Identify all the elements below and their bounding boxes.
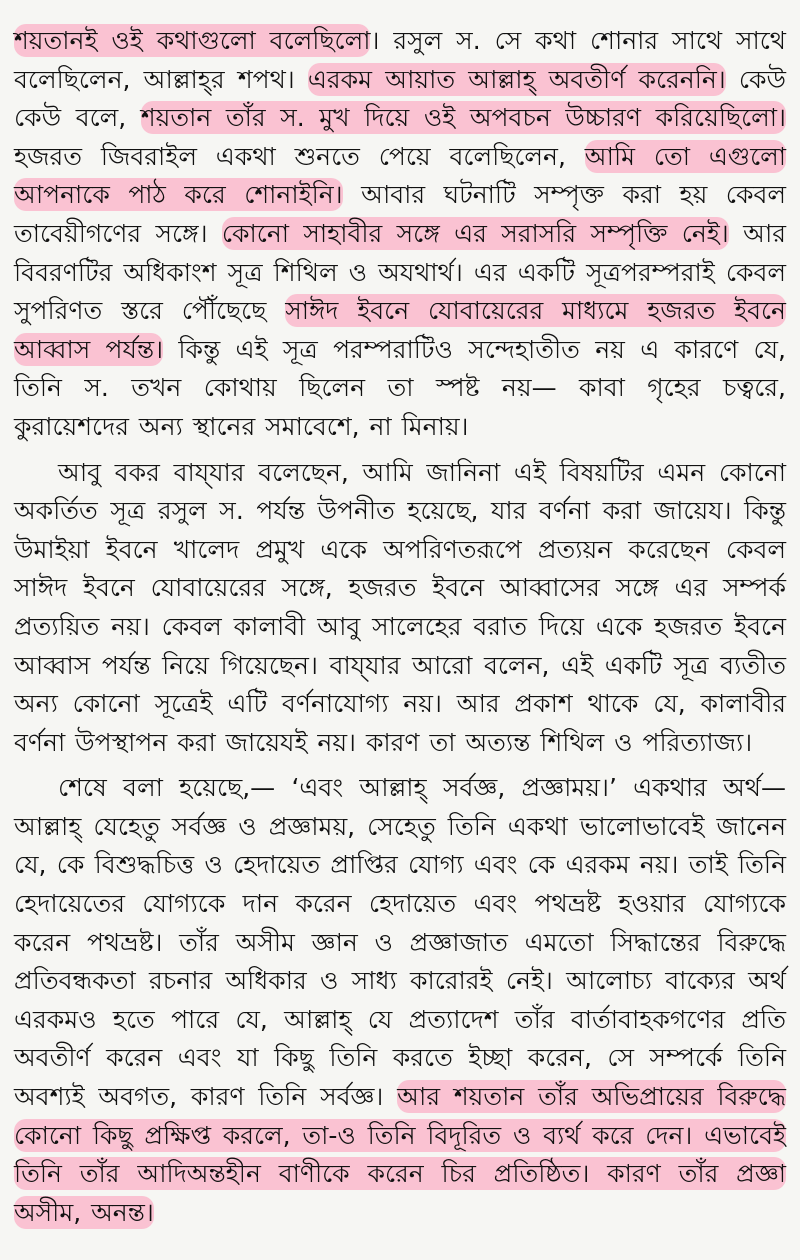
paragraph-text: হজরত জিবরাইল একথা শুনতে পেয়ে বলেছিলেন, bbox=[14, 141, 585, 171]
highlighted-text: শয়তানই ওই কথাগুলো বলেছিলো bbox=[14, 26, 371, 55]
paragraph-text: কেউ কেউ বলে, bbox=[14, 64, 786, 133]
paragraph-3 bbox=[14, 769, 786, 1232]
highlighted-text: শয়তান তাঁর স. মুখ দিয়ে ওই অপবচন উচ্চারণ করিয়েছিলো। bbox=[140, 103, 786, 133]
highlighted-text: আর শয়তান তাঁর অভিপ্রায়ের বিরুদ্ধে কোনো কিছু প্রক্ষিপ্ত করলে, তা-ও তিনি বিদূরিত ও ব্যর্থ করে দেন। এভাবেই তিনি তাঁর আদিঅন্তহীন বাণীকে করেন চির প্রতিষ্ঠিত। কারণ তাঁর প্রজ্ঞা অসীম, অনন্ত। bbox=[14, 1082, 786, 1227]
highlighted-text: কোনো সাহাবীর সঙ্গে এর সরাসরি সম্পৃক্তি নেই। bbox=[221, 218, 729, 248]
paragraph-text: শেষে বলা হয়েছে,— ‘এবং আল্লাহ্‌ সর্বজ্ঞ, প্রজ্ঞাময়।’ একথার অর্থ— আল্লাহ্‌ যেহেতু সর্বজ্ঞ ও প্রজ্ঞাময়, সেহেতু তিনি একথা ভালোভাবেই জানেন যে, কে বিশুদ্ধচিত্ত ও হেদায়েত প্রাপ্তির যোগ্য এবং কে এরকম নয়। তাই তিনি হেদায়েতের যোগ্যকে দান করেন হেদায়েত এবং পথভ্রষ্ট হওয়ার যোগ্যকে করেন পথভ্রষ্ট। তাঁর অসীম জ্ঞান ও প্রজ্ঞাজাত এমতো সিদ্ধান্তের বিরুদ্ধে প্রতিবন্ধকতা রচনার অধিকার ও সাধ্য কারোরই নেই। আলোচ্য বাক্যের অর্থ এরকমও হতে পারে যে, আল্লাহ্‌ যে প্রত্যাদেশ তাঁর বার্তাবাহকগণের প্রতি অবতীর্ণ করেন এবং যা কিছু তিনি করতে ইচ্ছা করেন, সে সম্পর্কে তিনি অবশ্যই অবগত, কারণ তিনি সর্বজ্ঞ। bbox=[14, 773, 786, 1112]
paragraph-1 bbox=[14, 22, 786, 447]
paragraph-text: কিন্তু এই সূত্র পরম্পরাটিও সন্দেহাতীত নয় এ কারণে যে, তিনি স. তখন কোথায় ছিলেন তা স্পষ্ট নয়— কাবা গৃহের চত্বরে, কুরায়েশদের অন্য স্থানের সমাবেশে, না মিনায়। bbox=[14, 334, 786, 441]
highlighted-text: সাঈদ ইবনে যোবায়েরের মাধ্যমে হজরত ইবনে আব্বাস পর্যন্ত। bbox=[14, 296, 786, 364]
paragraph-2: আবু বকর বায্‌যার বলেছেন, আমি জানিনা এই বিষয়টির এমন কোনো অকর্তিত সূত্র রসুল স. পর্যন্ত উপনীত হয়েছে, যার বর্ণনা করা জায়েয। কিন্তু উমাইয়া ইবনে খালেদ প্রমুখ একে অপরিণতরূপে প্রত্যয়ন করেছেন কেবল সাঈদ ইবনে যোবায়েরের সঙ্গে, হজরত ইবনে আব্বাসের সঙ্গে এর সম্পর্ক প্রত্যয়িত নয়। কেবল কালাবী আবু সালেহের বরাত দিয়ে একে হজরত ইবনে আব্বাস পর্যন্ত নিয়ে গিয়েছেন। বায্‌যার আরো বলেন, এই একটি সূত্র ব্যতীত অন্য কোনো সূত্রেই এটি বর্ণনাযোগ্য নয়। আর প্রকাশ থাকে যে, কালাবীর বর্ণনা উপস্থাপন করা জায়েযই নয়। কারণ তা অত্যন্ত শিথিল ও পরিত্যাজ্য। bbox=[14, 457, 786, 757]
highlighted-text: আমি তো এগুলো আপনাকে পাঠ করে শোনাইনি। bbox=[14, 141, 786, 210]
book-page bbox=[14, 22, 786, 1242]
highlighted-text: এরকম আয়াত আল্লাহ্‌ অবতীর্ণ করেননি। bbox=[307, 64, 726, 94]
paragraph-text: আবার ঘটনাটি সম্পৃক্ত করা হয় কেবল তাবেয়ীগণের সঙ্গে। bbox=[14, 180, 786, 248]
paragraph-text: । রসুল স. সে কথা শোনার সাথে সাথে বলেছিলেন, আল্লাহ্‌র শপথ। bbox=[14, 26, 786, 94]
paragraph-text: আর বিবরণটির অধিকাংশ সূত্র শিথিল ও অযথার্থ। এর একটি সূত্রপরম্পরাই কেবল সুপরিণত স্তরে পৌঁছেছে bbox=[14, 218, 786, 326]
